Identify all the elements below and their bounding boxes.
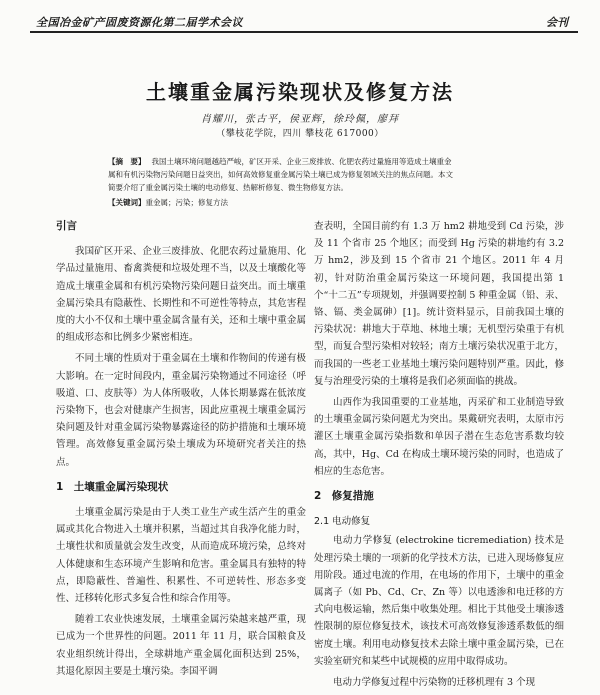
subsection-2-1-heading: 2.1 电动修复 (314, 516, 371, 528)
section-1-heading: 1 土壤重金属污染现状 (56, 480, 169, 493)
paragraph: 随着工农业快速发展，土壤重金属污染越来越严重，现已成为一个世界性的问题。2011 年 11 月，联合国粮食及农业组织统计得出，全球耕地产重金属化面积达到 25%，其退化原因主要是土壤污染。李国平调 (56, 614, 306, 677)
paragraph: 我国矿区开采、企业三废排放、化肥农药过量施用、化学品过量施用、畜禽粪便和垃圾处理不当，以及土壤酸化等造成土壤重金属和有机污染物污染问题日益突出。而土壤重金属污染具有隐蔽性、长期性和不可逆性等特点，其危害程度的大小不仅和土壤中重金属含量有关，还和土壤中重金属的组成形态和比例多少紧密相连。 (56, 246, 306, 344)
authors: 肖耀川，张古平，侯亚辉，徐玲佩，廖拜 (201, 114, 399, 125)
paragraph: 电动力学修复过程中污染物的迁移机理有 3 个现 (333, 677, 536, 689)
paragraph: 电动力学修复 (electrokine ticremediation) 技术是处理污染土壤的一项新的化学技术方法，已进入现场修复应用阶段。通过电流的作用，在电场的作用下，土壤中的重金属离子（如 Pb、Cd、Cr、Zn 等）以电透渗和电迁移的方式向电极运输，然后集中收集处理。相比于其他受土壤渗透性限制的原位修复技术，该技术可高效修复渗透系数低的细密度土壤。利用电动修复技术去除土壤中重金属污染，已在实验室研究和某些中试规模的应用中取得成功。 (314, 535, 564, 667)
right-column (314, 218, 564, 695)
header-rule (30, 31, 578, 33)
paragraph: 不同土壤的性质对于重金属在土壤和作物间的传递有极大影响。在一定时间段内，重金属污染物通过不同途径（呼吸道、口、皮肤等）为人体所吸收，人体长期暴露在低浓度污染物下，也会对健康产生损害，因此应重视土壤重金属污染问题及针对重金属污染物暴露途径的防护措施和土壤环境管理。高效修复重金属污染土壤成为环境研究者关注的热点。 (56, 353, 306, 468)
keywords-label: 【关键词】 (108, 198, 146, 207)
abstract (108, 155, 458, 194)
paragraph: 土壤重金属污染是由于人类工业生产或生活产生的重金属或其化合物进入土壤并积累，当超过其自我净化能力时，土壤性状和质量就会发生改变，从而造成环境污染，总终对人体健康和生态环境产生影响和危害。重金属具有独特的特点，即隐蔽性、普遍性、积累性、不可逆转性、形态多变性、迁移转化形式多复合性和综合作用等。 (56, 507, 306, 605)
paragraph: 山西作为我国重要的工业基地，丙采矿和工业制造导致的土壤重金属污染问题尤为突出。果戴研究表明，太原市污灌区土壤重金属污染指数和单因子潜在生态危害系数均较高，其中，Hg、Cd 在构成土壤环境污染的同时，也造成了相应的生态危害。 (314, 397, 564, 477)
abstract-text: 我国土壤环境问题越趋严峻，矿区开采、企业三废排放、化肥农药过量施用等造成土壤重金属和有机污染物污染问题日益突出，如何高效修复重金属污染土壤已成为修复领域关注的焦点问题。本文简要介绍了重金属污染土壤的电动修复、热解析修复、微生物修复方法。 (108, 157, 453, 192)
section-2-heading: 2 修复措施 (314, 490, 374, 503)
paragraph-continued: 查表明，全国目前约有 1.3 万 hm2 耕地受到 Cd 污染，涉及 11 个省市 25 个地区；而受到 Hg 污染的耕地约有 3.2 万 hm2，涉及到 15 个省市 21 个地区。2011 年 4 月初，针对防治重金属污染这一环境问题，我国提出第 1 个“十二五”专项规划，并强调要控制 5 种重金属（铅、汞、铬、镉、类金属砷）[1]。统计资料显示，目前我国土壤的污染状况：耕地大于草地、林地土壤；无机型污染重于有机型，而复合型污染相对较轻；南方土壤污染状况重于北方，而我国的一些老工业基地土壤污染问题特别严重。因此，修复与治理受污染的土壤将是我们必须面临的挑战。 (314, 221, 564, 387)
keywords (108, 196, 458, 209)
running-header (0, 14, 600, 30)
intro-heading: 引言 (56, 220, 77, 232)
keywords-text: 重金属；污染；修复方法 (145, 198, 228, 207)
affiliation: （攀枝花学院，四川 攀枝花 617000） (216, 129, 384, 139)
paper-title: 土壤重金属污染现状及修复方法 (146, 80, 454, 104)
abstract-label: 【摘 要】 (108, 157, 146, 166)
publication-name: 会刊 (546, 16, 568, 29)
conference-name: 全国冶金矿产固废资源化第二届学术会议 (36, 16, 243, 29)
left-column (56, 218, 306, 684)
